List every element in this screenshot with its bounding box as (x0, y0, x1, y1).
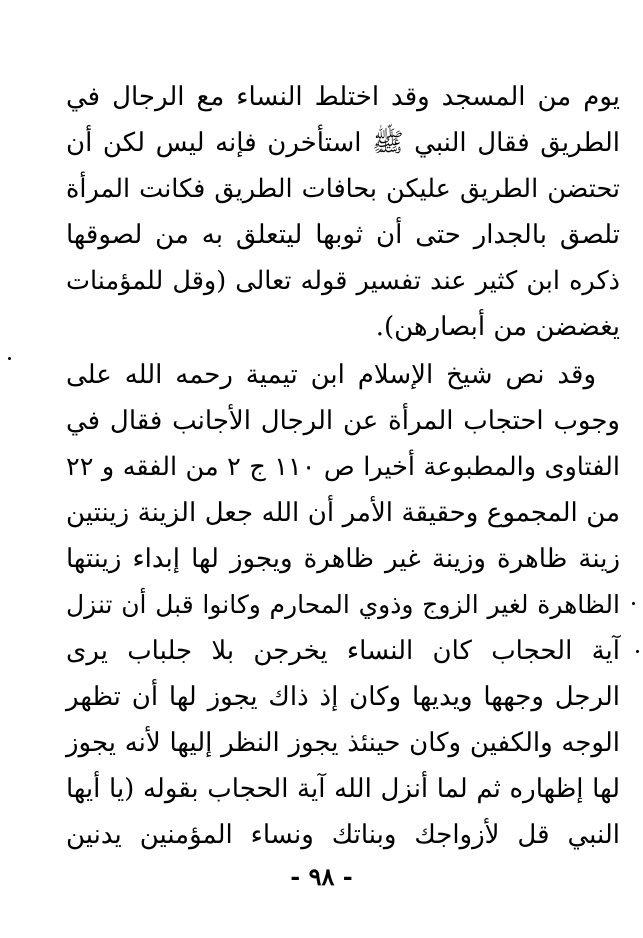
paragraph-2 (66, 352, 620, 858)
text-line: من المجموع وحقيقة الأمر أن الله جعل الزينة زينتين (66, 498, 620, 528)
text-line: تلصق بالجدار حتى أن ثوبها ليتعلق به من لصوقها (66, 220, 620, 250)
text-line: تحتضن الطريق عليكن بحافات الطريق فكانت المرأة (66, 174, 620, 204)
text-line: الرجل وجهها ويديها وكان إذ ذاك يجوز لها أن تظهر (66, 682, 621, 712)
text-line: ذكره ابن كثير عند تفسير قوله تعالى (وقل للمؤمنات (66, 266, 620, 296)
paragraph-1 (66, 74, 620, 350)
page-number: - ٩٨ - (290, 862, 353, 891)
text-line: وقد نص شيخ الإسلام ابن تيمية رحمه الله على (66, 360, 596, 390)
scan-speck (636, 650, 639, 653)
text-line: الفتاوى والمطبوعة أخيرا ص ١١٠ ج ٢ من الفقه و ٢٢ (66, 452, 620, 482)
text-line: يغضضن من أبصارهن). (375, 312, 620, 342)
text-line: زينة ظاهرة وزينة غير ظاهرة ويجوز لها إبداء زينتها (66, 544, 620, 574)
text-line: الظاهرة لغير الزوج وذوي المحارم وكانوا قبل أن تنزل (66, 590, 620, 619)
text-line: آية الحجاب كان النساء يخرجن بلا جلباب يرى (66, 636, 620, 666)
text-line: الطريق فقال النبي ﷺ استأخرن فإنه ليس لكن أن (66, 128, 620, 158)
text-line: الوجه والكفين وكان حينئذ يجوز النظر إليها لأنه يجوز (66, 728, 620, 758)
text-line: النبي قل لأزواجك وبناتك ونساء المؤمنين يدنين (66, 820, 620, 850)
text-line: وجوب احتجاب المرأة عن الرجال الأجانب فقال في (66, 406, 620, 436)
text-line: لها إظهاره ثم لما أنزل الله آية الحجاب بقوله (يا أيها (66, 774, 620, 804)
scan-speck (632, 602, 635, 605)
text-line: يوم من المسجد وقد اختلط النساء مع الرجال في (66, 82, 620, 112)
scan-speck (8, 357, 11, 360)
